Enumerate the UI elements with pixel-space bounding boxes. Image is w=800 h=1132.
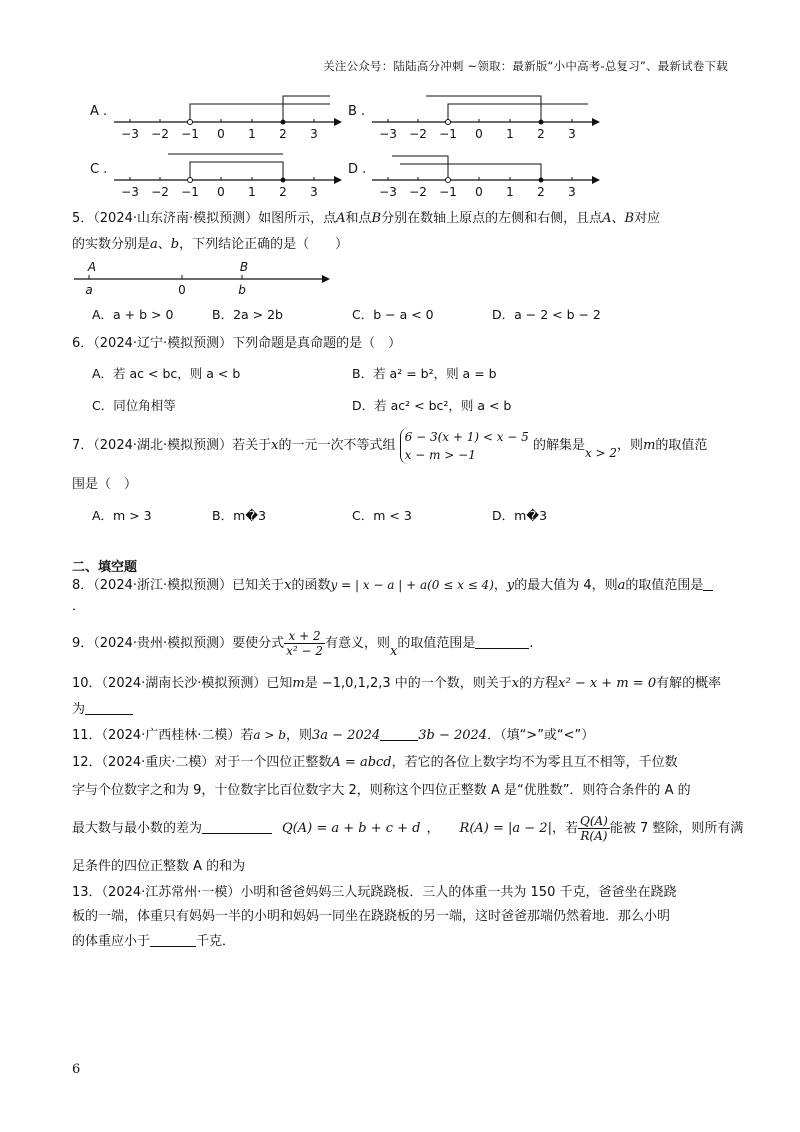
number-line-d bbox=[348, 150, 606, 202]
tick-label: 3 bbox=[310, 185, 318, 199]
tick-label: −1 bbox=[439, 185, 457, 199]
point-a-label: A bbox=[87, 260, 97, 274]
q7-option-d[interactable]: D．m�3 bbox=[492, 508, 548, 523]
answer-blank[interactable] bbox=[150, 932, 196, 947]
q12-line1: 12．（2024·重庆·二模）对于一个四位正整数A = abcd，若它的各位上数字均不为零且互不相等，千位数 bbox=[72, 755, 678, 770]
q13-line3: 的体重应小于 千克． bbox=[72, 934, 236, 949]
tick-label: −3 bbox=[379, 127, 397, 141]
page-number: 6 bbox=[72, 1062, 81, 1077]
page-header: 关注公众号：陆陆高分冲刺 ~领取：最新版“小中高考-总复习”、最新试卷下载 bbox=[323, 59, 728, 73]
q6-option-a[interactable]: A．若 ac < bc，则 a < b bbox=[92, 366, 241, 381]
answer-blank[interactable] bbox=[202, 819, 272, 834]
answer-blank[interactable] bbox=[380, 726, 418, 741]
answer-blank[interactable] bbox=[85, 700, 133, 715]
q5-number-line bbox=[72, 258, 342, 298]
option-label-d: D . bbox=[348, 162, 367, 177]
option-label-b: B . bbox=[348, 104, 366, 119]
q7-line1: 7．（2024·湖北·模拟预测）若关于x的一元一次不等式组 6 − 3(x + 1) < x − 5 x − m > −1 的解集是x > 2，则m的取值范 bbox=[72, 429, 708, 462]
q9-line: 9．（2024·贵州·模拟预测）要使分式 $\frac{x + 2}{\text{x² − 2}}$ 有意义，则x的取值范围是 . bbox=[72, 629, 534, 659]
q5-option-d[interactable]: D．a − 2 < b − 2 bbox=[492, 307, 601, 322]
number-line-b bbox=[348, 92, 606, 144]
fraction: $\frac{x + 2}{\text{x² − 2}}$ bbox=[286, 629, 324, 658]
inequality-system: 6 − 3(x + 1) < x − 5 x − m > −1 bbox=[400, 428, 529, 464]
tick-label: 1 bbox=[248, 185, 256, 199]
tick-label: 1 bbox=[506, 127, 514, 141]
q8-line2: ． bbox=[72, 599, 86, 614]
tick-label: 0 bbox=[475, 185, 483, 199]
tick-label: −1 bbox=[439, 127, 457, 141]
q6-option-d[interactable]: D．若 ac² < bc²，则 a < b bbox=[352, 398, 512, 413]
q5-option-c[interactable]: C．b − a < 0 bbox=[352, 307, 434, 322]
tick-label: −2 bbox=[409, 185, 427, 199]
tick-label: −2 bbox=[409, 127, 427, 141]
tick-label: 0 bbox=[475, 127, 483, 141]
q10-line2: 为 bbox=[72, 700, 133, 719]
tick-label: −1 bbox=[181, 127, 199, 141]
section-title: 二、填空题 bbox=[72, 560, 138, 575]
tick-label: 3 bbox=[568, 127, 576, 141]
q7-option-a[interactable]: A．m > 3 bbox=[92, 508, 152, 523]
tick-label: −1 bbox=[181, 185, 199, 199]
tick-label: 3 bbox=[310, 127, 318, 141]
tick-label: 0 bbox=[217, 185, 225, 199]
q12-line4: 足条件的四位正整数 A 的和为 bbox=[72, 859, 246, 874]
point-b-label: B bbox=[239, 260, 249, 274]
q11-line: 11．（2024·广西桂林·二模）若a > b，则3a − 2024 3b − 2024．（填“>”或“<”） bbox=[72, 728, 595, 743]
tick-label: −3 bbox=[121, 127, 139, 141]
q5-option-a[interactable]: A．a + b > 0 bbox=[92, 307, 174, 322]
tick-label: 1 bbox=[506, 185, 514, 199]
tick-label: 1 bbox=[248, 127, 256, 141]
q8-line1: 8．（2024·浙江·模拟预测）已知关于x的函数y = | x − a | + a(0 ≤ x ≤ 4)，y的最大值为 4，则a的取值范围是 bbox=[72, 576, 713, 595]
q6-option-c[interactable]: C．同位角相等 bbox=[92, 398, 176, 413]
tick-label: 3 bbox=[568, 185, 576, 199]
q12-line3: 最大数与最小数的差为 Q(A) = a + b + c + d ， R(A) = |a − 2|，若 $\frac{Q(A)}{R(A)}$ 能被 7 整除，则所有满 bbox=[72, 814, 744, 843]
q12-line2: 字与个位数字之和为 9，十位数字比百位数字大 2，则称这个四位正整数 A 是“优胜数”．则符合条件的 A 的 bbox=[72, 783, 691, 798]
q7-option-c[interactable]: C．m < 3 bbox=[352, 508, 412, 523]
q7-option-b[interactable]: B．m�3 bbox=[212, 508, 267, 523]
tick-label: 2 bbox=[537, 127, 545, 141]
q6-stem: 6．（2024·辽宁·模拟预测）下列命题是真命题的是（ ） bbox=[72, 336, 402, 351]
value-b-label: b bbox=[238, 283, 246, 297]
option-label-a: A . bbox=[90, 104, 108, 119]
q13-line2: 板的一端，体重只有妈妈一半的小明和妈妈一同坐在跷跷板的另一端，这时爸爸那端仍然着地．那么小明 bbox=[72, 909, 671, 924]
q5-line2: 的实数分别是a、b，下列结论正确的是（ ） bbox=[72, 237, 349, 252]
option-label-c: C . bbox=[90, 162, 108, 177]
q5-option-b[interactable]: B．2a > 2b bbox=[212, 307, 283, 322]
value-a-label: a bbox=[85, 283, 93, 297]
fraction: $\frac{Q(A)}{R(A)}$ bbox=[579, 814, 608, 843]
tick-label: 2 bbox=[279, 127, 287, 141]
tick-label: −2 bbox=[151, 127, 169, 141]
q7-line2: 围是（ ） bbox=[72, 477, 138, 492]
tick-label: −2 bbox=[151, 185, 169, 199]
answer-blank[interactable] bbox=[475, 634, 529, 649]
q5-line1: 5．（2024·山东济南·模拟预测）如图所示，点A和点B分别在数轴上原点的左侧和右侧，且点A、B对应 bbox=[72, 211, 661, 226]
answer-blank[interactable] bbox=[703, 576, 713, 591]
origin-label: 0 bbox=[178, 283, 186, 297]
q10-line1: 10．（2024·湖南长沙·模拟预测）已知m是 −1,0,1,2,3 中的一个数，则关于x的方程x² − x + m = 0有解的概率 bbox=[72, 676, 722, 691]
number-line-a bbox=[90, 92, 348, 144]
tick-label: 0 bbox=[217, 127, 225, 141]
number-line-c bbox=[90, 150, 348, 202]
q13-line1: 13．（2024·江苏常州·一模）小明和爸爸妈妈三人玩跷跷板．三人的体重一共为 150 千克，爸爸坐在跷跷 bbox=[72, 885, 677, 900]
tick-label: −3 bbox=[379, 185, 397, 199]
tick-label: 2 bbox=[537, 185, 545, 199]
tick-label: 2 bbox=[279, 185, 287, 199]
tick-label: −3 bbox=[121, 185, 139, 199]
q6-option-b[interactable]: B．若 a² = b²，则 a = b bbox=[352, 366, 497, 381]
